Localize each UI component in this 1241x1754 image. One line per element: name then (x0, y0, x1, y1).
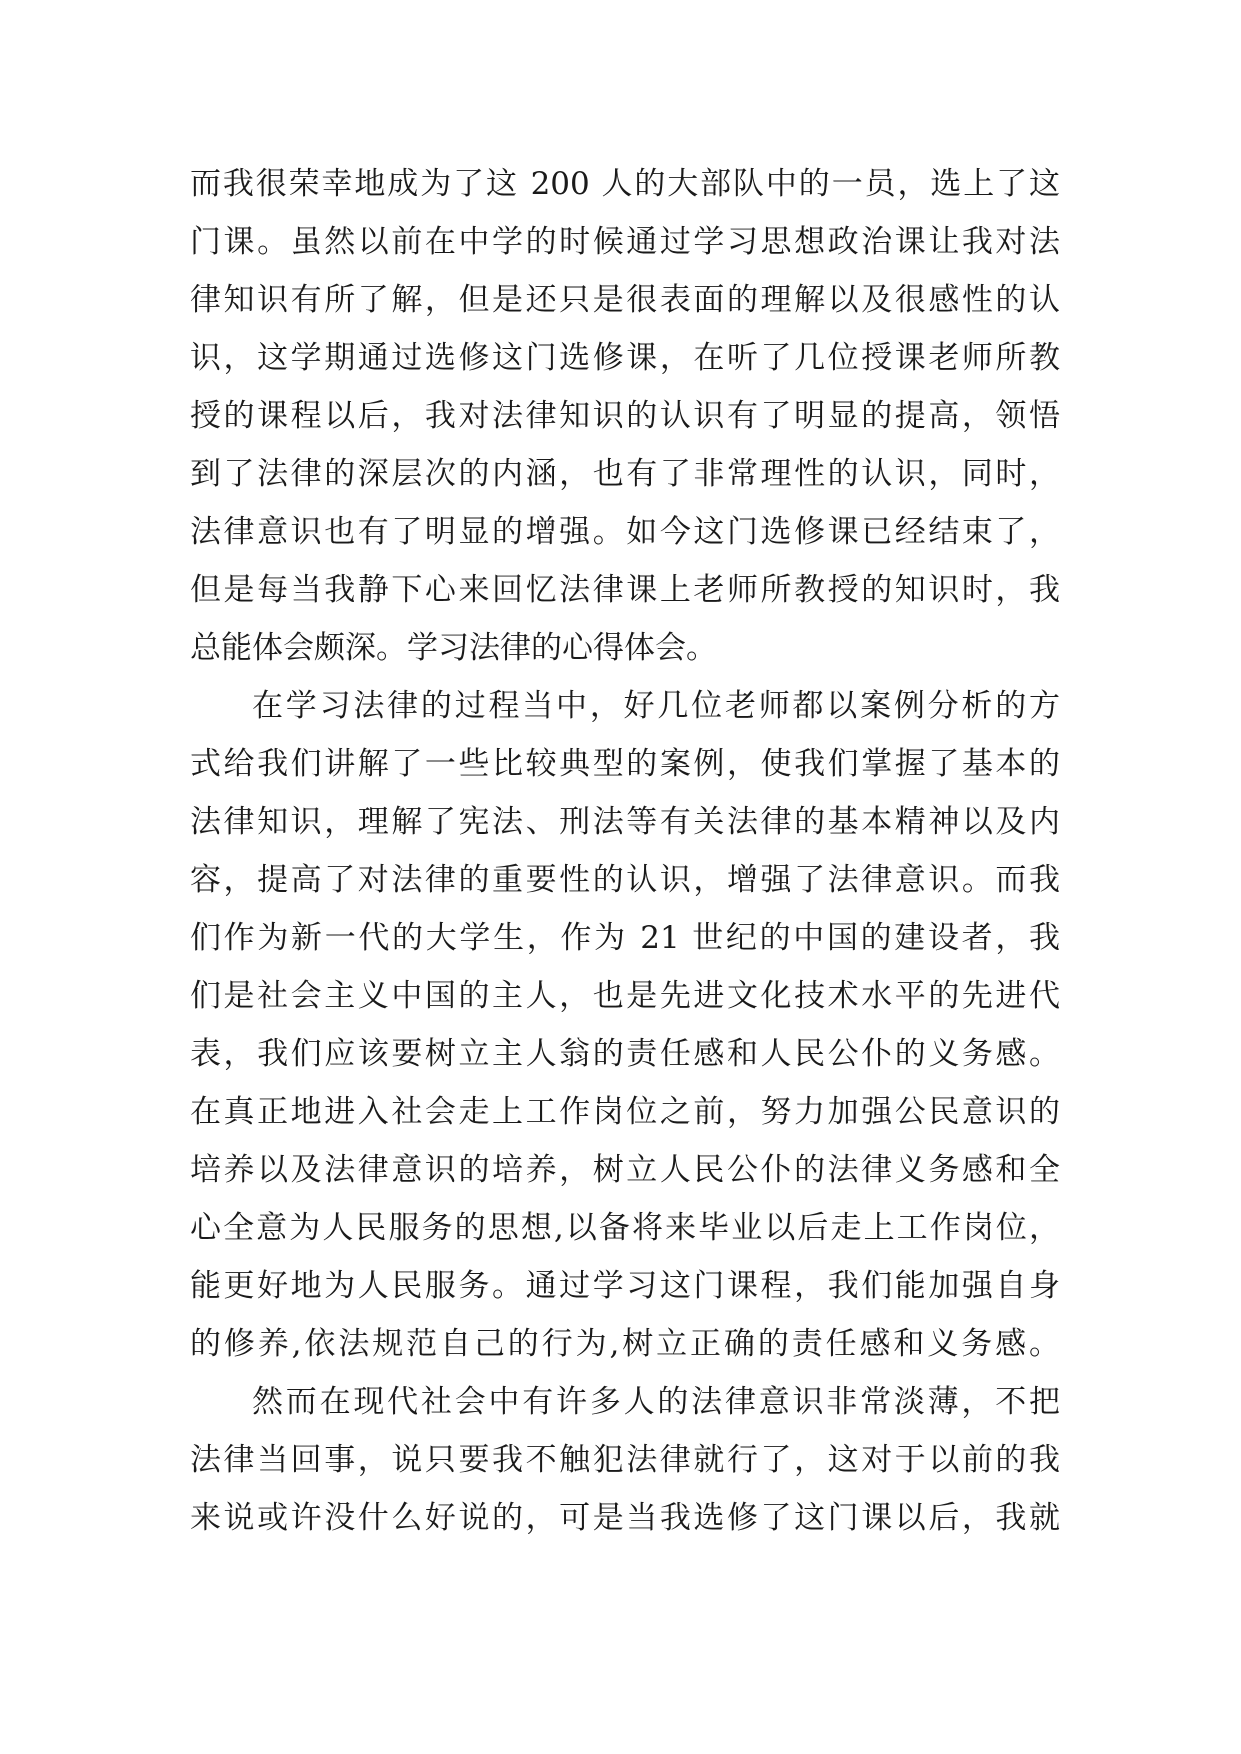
paragraph-first-line: 在学习法律的过程当中，好几位老师都以案例分析的方 (252, 688, 1060, 724)
text-line: 授的课程以后，我对法律知识的认识有了明显的提高，领悟 (190, 398, 1060, 434)
text-line: 的修养,依法规范自己的行为,树立正确的责任感和义务感。 (190, 1326, 1060, 1362)
text-line: 总能体会颇深。学习法律的心得体会。 (190, 630, 717, 666)
text-line: 法律当回事，说只要我不触犯法律就行了，这对于以前的我 (190, 1442, 1060, 1478)
paragraph-first-line: 然而在现代社会中有许多人的法律意识非常淡薄，不把 (252, 1384, 1060, 1420)
text-line: 到了法律的深层次的内涵，也有了非常理性的认识，同时， (190, 456, 1060, 492)
text-line: 律知识有所了解，但是还只是很表面的理解以及很感性的认 (190, 282, 1060, 318)
text-line: 容，提高了对法律的重要性的认识，增强了法律意识。而我 (190, 862, 1060, 898)
text-line: 法律意识也有了明显的增强。如今这门选修课已经结束了， (190, 514, 1060, 550)
text-line: 但是每当我静下心来回忆法律课上老师所教授的知识时，我 (190, 572, 1060, 608)
text-line: 在真正地进入社会走上工作岗位之前，努力加强公民意识的 (190, 1094, 1060, 1130)
text-line: 来说或许没什么好说的，可是当我选修了这门课以后，我就 (190, 1500, 1060, 1536)
text-line: 表，我们应该要树立主人翁的责任感和人民公仆的义务感。 (190, 1036, 1060, 1072)
text-line: 门课。虽然以前在中学的时候通过学习思想政治课让我对法 (190, 224, 1060, 260)
text-line: 们作为新一代的大学生，作为 21 世纪的中国的建设者，我 (190, 920, 1060, 956)
text-line: 心全意为人民服务的思想,以备将来毕业以后走上工作岗位， (190, 1210, 1060, 1246)
text-line: 能更好地为人民服务。通过学习这门课程，我们能加强自身 (190, 1268, 1060, 1304)
text-line: 而我很荣幸地成为了这 200 人的大部队中的一员，选上了这 (190, 166, 1060, 202)
text-line: 培养以及法律意识的培养，树立人民公仆的法律义务感和全 (190, 1152, 1060, 1188)
text-line: 式给我们讲解了一些比较典型的案例，使我们掌握了基本的 (190, 746, 1060, 782)
text-line: 识，这学期通过选修这门选修课，在听了几位授课老师所教 (190, 340, 1060, 376)
text-line: 们是社会主义中国的主人，也是先进文化技术水平的先进代 (190, 978, 1060, 1014)
text-line: 法律知识，理解了宪法、刑法等有关法律的基本精神以及内 (190, 804, 1060, 840)
document-body (190, 155, 1060, 1547)
